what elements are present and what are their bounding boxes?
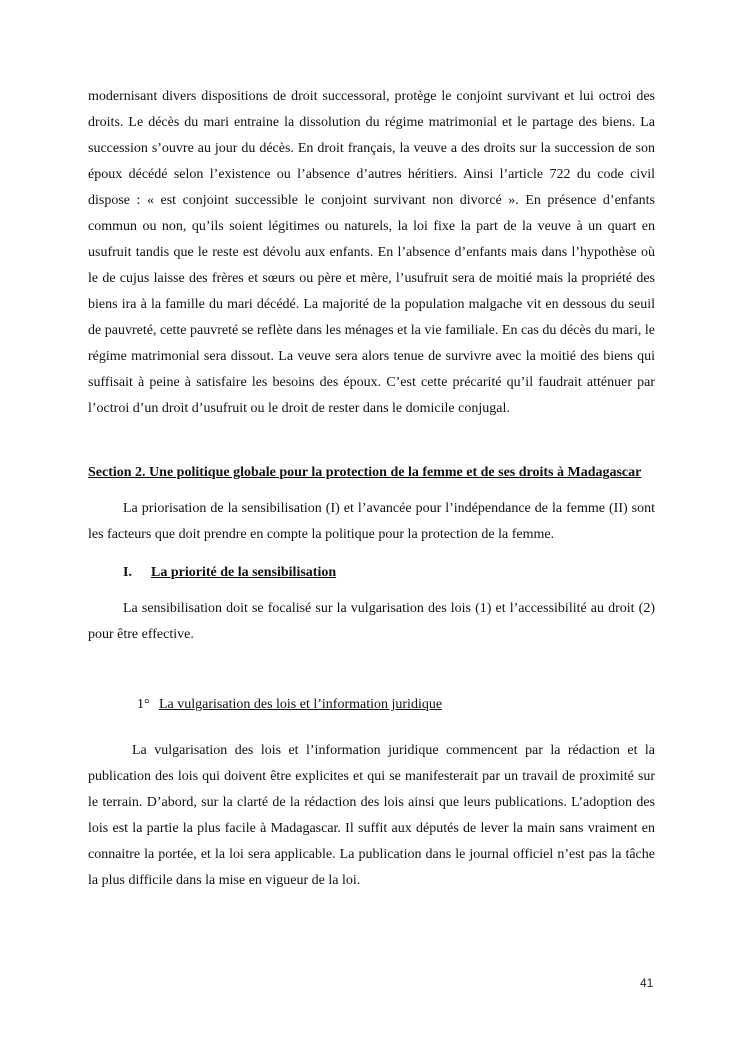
subsubsection-title: La vulgarisation des lois et l’information juridique: [159, 697, 443, 712]
document-page: [88, 84, 655, 894]
page-number: 41: [640, 976, 654, 990]
subsection-heading: [88, 560, 655, 586]
section-intro-paragraph: La priorisation de la sensibilisation (I) et l’avancée pour l’indépendance de la femme (II) sont les facteurs que doit prendre en compte la politique pour la protection de la femme.: [88, 501, 655, 542]
subsection-title: La priorité de la sensibilisation: [151, 565, 337, 580]
section-heading: Section 2. Une politique globale pour la protection de la femme et de ses droits à Madagascar: [88, 465, 642, 480]
body-paragraph-top: modernisant divers dispositions de droit successoral, protège le conjoint survivant et lui octroi des droits. Le décès du mari entraine la dissolution du régime matrimonial et le partage des biens. La succession s’ouvre au jour du décès. En droit français, la veuve a des droits sur la succession de son époux décédé selon l’existence ou l’absence d’autres héritiers. Ainsi l’article 722 du code civil dispose : « est conjoint successible le conjoint survivant non divorcé ». En présence d’enfants commun ou non, qu’ils soient légitimes ou naturels, la loi fixe la part de la veuve à un quart en usufruit tandis que le reste est dévolu aux enfants. En l’absence d’enfants mais dans l’hypothèse où le de cujus laisse des frères et sœurs ou père et mère, l’usufruit sera de moitié mais la propriété des biens ira à la famille du mari décédé. La majorité de la population malgache vit en dessous du seuil de pauvreté, cette pauvreté se reflète dans les ménages et la vie familiale. En cas du décès du mari, le régime matrimonial sera dissout. La veuve sera alors tenue de survivre avec la moitié des biens qui suffisait à peine à satisfaire les besoins des époux. C’est cette précarité qu’il faudrait atténuer par l’octroi d’un droit d’usufruit ou le droit de rester dans le domicile conjugal.: [88, 89, 655, 416]
subsection-number: I.: [123, 565, 132, 580]
subsubsection-heading: [88, 692, 655, 718]
subsubsection-number: 1°: [137, 697, 150, 712]
body-paragraph-bottom: La vulgarisation des lois et l’information juridique commencent par la rédaction et la publication des lois qui doivent être explicites et qui se manifesterait par un travail de proximité sur le terrain. D’abord, sur la clarté de la rédaction des lois ainsi que leurs publications. L’adoption des lois est la partie la plus facile à Madagascar. Il suffit aux députés de lever la main sans vraiment en connaitre la portée, et la loi sera applicable. La publication dans le journal officiel n’est pas la tâche la plus difficile dans la mise en vigueur de la loi.: [88, 743, 655, 888]
subsection-intro-paragraph: La sensibilisation doit se focalisé sur la vulgarisation des lois (1) et l’accessibilité au droit (2) pour être effective.: [88, 601, 655, 642]
